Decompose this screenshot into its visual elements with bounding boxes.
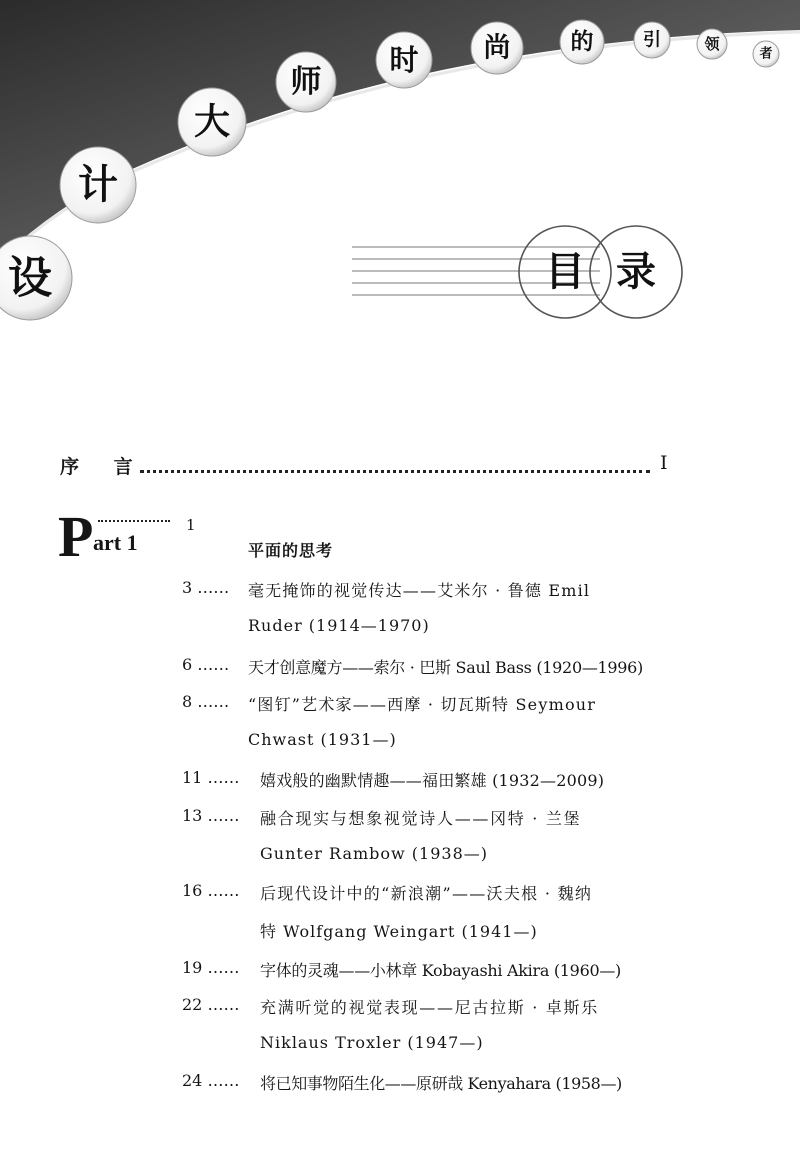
header-arc-graphic xyxy=(0,0,800,340)
preface-entry[interactable] xyxy=(60,452,680,482)
entry-title-line: Chwast (1931—) xyxy=(248,730,397,749)
header-bubble-char: 时 xyxy=(389,43,419,77)
entry-page-number: 24 …… xyxy=(182,1071,240,1090)
header-bubble-char: 计 xyxy=(78,162,118,208)
entry-title-line: 字体的灵魂——小林章 Kobayashi Akira (1960—) xyxy=(260,961,621,980)
entry-title-line: 充满听觉的视觉表现——尼古拉斯 · 卓斯乐 xyxy=(260,998,599,1017)
entry-title-line: 毫无掩饰的视觉传达——艾米尔 · 鲁德 Emil xyxy=(248,581,591,600)
part-page-number: 1 xyxy=(186,516,196,534)
entry-title-line: 天才创意魔方——索尔 · 巴斯 Saul Bass (1920—1996) xyxy=(248,658,643,677)
header-bubble-char: 引 xyxy=(643,29,661,51)
entry-page-number: 19 …… xyxy=(182,958,240,977)
preface-label: 序 言 xyxy=(60,456,147,478)
entry-page-number: 22 …… xyxy=(182,995,240,1014)
entry-title-line: 将已知事物陌生化——原研哉 Kenyahara (1958—) xyxy=(260,1074,622,1093)
entry-page-number: 3 …… xyxy=(182,578,230,597)
header-bubble-char: 师 xyxy=(290,64,322,100)
part-initial-letter: P xyxy=(58,504,94,569)
header-bubble-char: 设 xyxy=(8,252,52,304)
header-bubble-char: 的 xyxy=(570,29,594,55)
header-bubble-char: 者 xyxy=(759,46,773,62)
title-char-mu: 目 xyxy=(545,249,585,295)
preface-page-number: I xyxy=(660,452,668,474)
entry-page-number: 8 …… xyxy=(182,692,230,711)
entry-page-number: 13 …… xyxy=(182,806,240,825)
entry-title-line: Niklaus Troxler (1947—) xyxy=(260,1033,484,1052)
header-bubble-char: 尚 xyxy=(483,32,511,64)
entry-title-line: 融合现实与想象视觉诗人——冈特 · 兰堡 xyxy=(260,809,582,828)
section-title: 平面的思考 xyxy=(248,541,334,560)
part-label: art 1 xyxy=(93,530,138,555)
entry-title-line: 后现代设计中的“新浪潮”——沃夫根 · 魏纳 xyxy=(260,884,593,903)
entry-title-line: 嬉戏般的幽默情趣——福田繁雄 (1932—2009) xyxy=(260,771,605,790)
entry-title-line: 特 Wolfgang Weingart (1941—) xyxy=(260,922,538,941)
header-bubble-char: 领 xyxy=(704,35,720,53)
preface-dot-leader xyxy=(140,470,650,473)
entry-title-line: Gunter Rambow (1938—) xyxy=(260,844,489,863)
part-dot-leader xyxy=(98,520,170,522)
entry-title-line: Ruder (1914—1970) xyxy=(248,616,430,635)
title-char-lu: 录 xyxy=(616,249,656,295)
entry-page-number: 11 …… xyxy=(182,768,240,787)
entry-page-number: 6 …… xyxy=(182,655,230,674)
entry-title-line: “图钉”艺术家——西摩 · 切瓦斯特 Seymour xyxy=(248,695,597,714)
entry-page-number: 16 …… xyxy=(182,881,240,900)
header-bubble-char: 大 xyxy=(193,101,231,143)
